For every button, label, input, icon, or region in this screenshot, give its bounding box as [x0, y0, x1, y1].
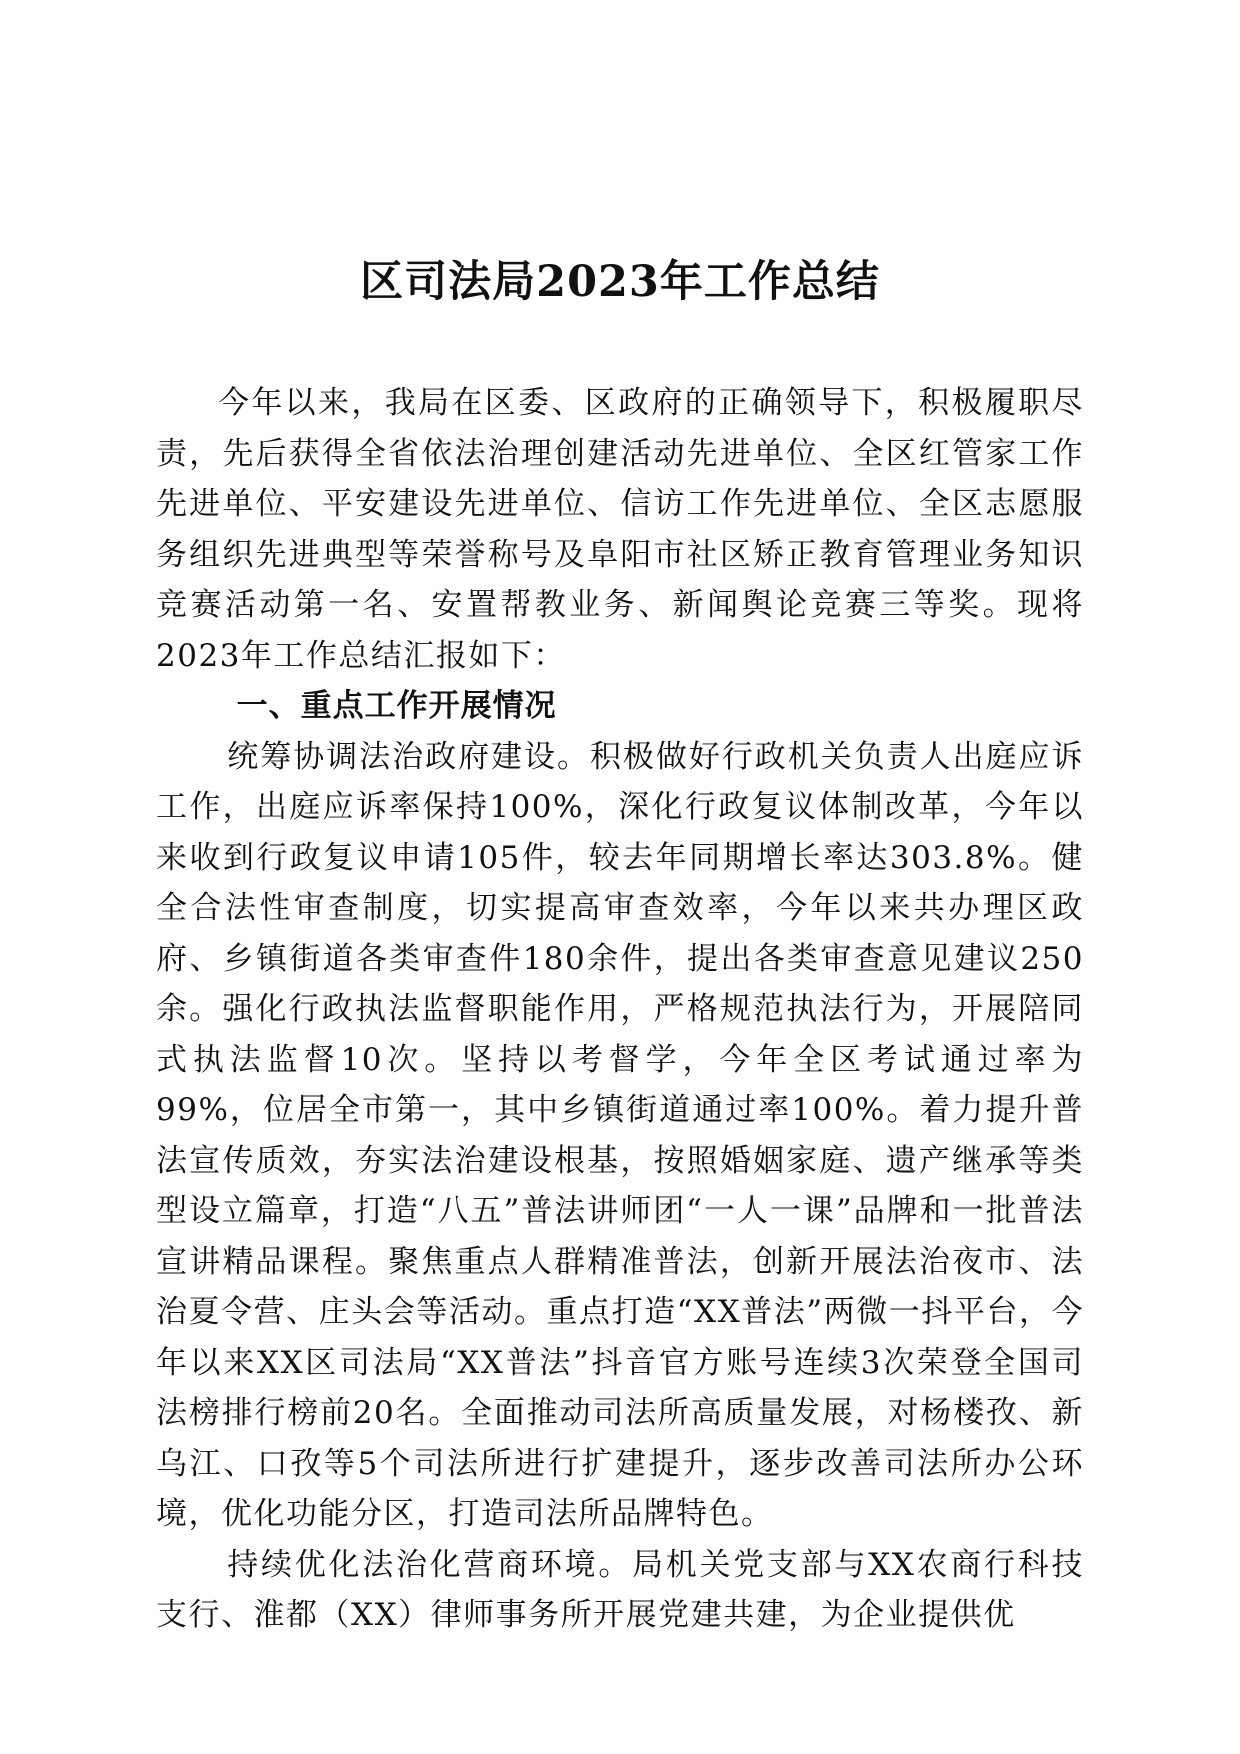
document-body	[156, 378, 1084, 1641]
section-heading-key-work: 一、重点工作开展情况	[236, 688, 557, 724]
document-title: 区司法局2023年工作总结	[360, 257, 880, 307]
paragraph-business-environment: 持续优化法治化营商环境。局机关党支部与XX农商行科技支行、淮都（XX）律师事务所开展党建共建，为企业提供优	[156, 1546, 1084, 1633]
intro-paragraph: 今年以来，我局在区委、区政府的正确领导下，积极履职尽责，先后获得全省依法治理创建活动先进单位、全区红管家工作先进单位、平安建设先进单位、信访工作先进单位、全区志愿服务组织先进典型等荣誉称号及阜阳市社区矫正教育管理业务知识竞赛活动第一名、安置帮教业务、新闻舆论竞赛三等奖。现将2023年工作总结汇报如下：	[156, 385, 1084, 674]
paragraph-rule-of-law-government: 统筹协调法治政府建设。积极做好行政机关负责人出庭应诉工作，出庭应诉率保持100%，深化行政复议体制改革，今年以来收到行政复议申请105件，较去年同期增长率达303.8%。健全合法性审查制度，切实提高审查效率，今年以来共办理区政府、乡镇街道各类审查件180余件，提出各类审查意见建议250余。强化行政执法监督职能作用，严格规范执法行为，开展陪同式执法监督10次。坚持以考督学，今年全区考试通过率为99%，位居全市第一，其中乡镇街道通过率100%。着力提升普法宣传质效，夯实法治建设根基，按照婚姻家庭、遗产继承等类型设立篇章，打造“八五”普法讲师团“一人一课”品牌和一批普法宣讲精品课程。聚焦重点人群精准普法，创新开展法治夜市、法治夏令营、庄头会等活动。重点打造“XX普法”两微一抖平台，今年以来XX区司法局“XX普法”抖音官方账号连续3次荣登全国司法榜排行榜前20名。全面推动司法所高质量发展，对杨楼孜、新乌江、口孜等5个司法所进行扩建提升，逐步改善司法所办公环境，优化功能分区，打造司法所品牌特色。	[156, 738, 1084, 1532]
